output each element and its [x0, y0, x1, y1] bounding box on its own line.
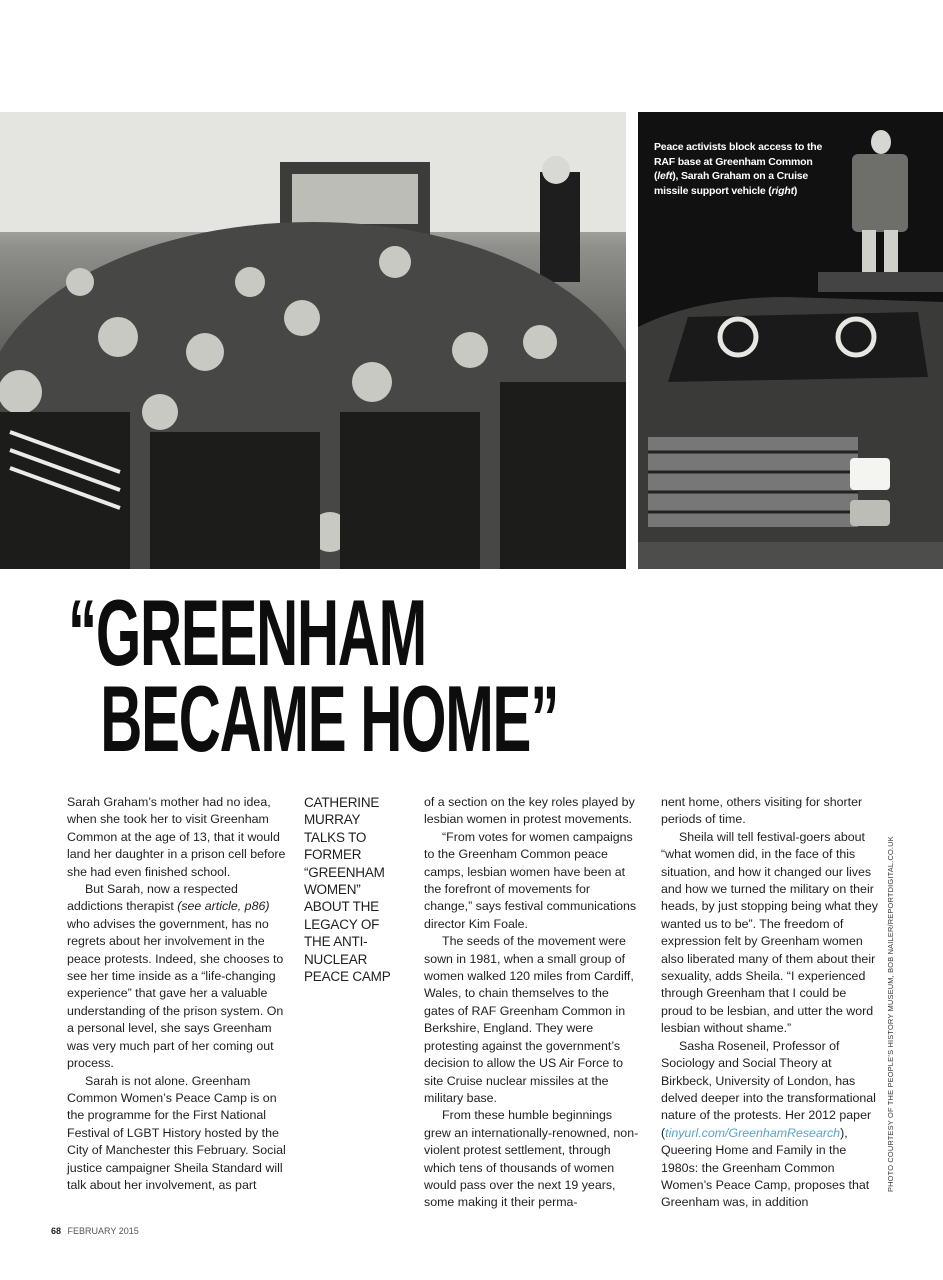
text-run: Sarah Graham’s mother had no idea, when she took her to visit Greenham Common at the age of 13, that it would land her daughter in a prison cell before she had even finished school. — [67, 795, 286, 879]
text-run: Peace activists block access to the RAF base at Greenham Common ( — [654, 141, 823, 182]
missile-vehicle-photo — [638, 112, 943, 569]
text-run: ) — [793, 184, 798, 197]
headline-line-1: “GREENHAM — [68, 580, 426, 685]
italic-text: (see article, p86) — [177, 899, 270, 914]
text-run: who advises the government, has no regrets about her involvement in the peace protests. Indeed, she chooses to see her time inside as a “life-changing experience” that gave her a valuable understanding of the prison system. On a personal level, she says Greenham was very much part of her coming out process. — [67, 916, 284, 1071]
text-run: From these humble beginnings grew an internationally-renowned, non-violent protest settlement, through which tens of thousands of women would pass over the next 19 years, some making it their perma- — [424, 1108, 639, 1210]
headline — [68, 580, 559, 771]
body-paragraph — [424, 794, 640, 829]
body-paragraph — [661, 829, 879, 1038]
text-run: Sarah is not alone. Greenham Common Women’s Peace Camp is on the programme for the First National Festival of LGBT History hosted by the City of Manchester this February. Social justice campaigner Sheila Standard will talk about her involvement, as part — [67, 1073, 286, 1192]
protest-crowd-photo — [0, 112, 626, 569]
page-number: 68 — [51, 1226, 62, 1236]
body-paragraph — [424, 829, 640, 933]
photo-credit: PHOTO COURTESY OF THE PEOPLE’S HISTORY MUSEUM, BOB NAILER/REPORTDIGITAL.CO.UK — [886, 836, 895, 1192]
text-run: ), Sarah Graham on a Cruise missile support vehicle ( — [654, 170, 809, 197]
text-run: of a section on the key roles played by lesbian women in protest movements. — [424, 795, 635, 827]
body-column-3 — [424, 794, 640, 1212]
italic-text: left — [657, 170, 673, 182]
research-link[interactable]: tinyurl.com/GreenhamResearch — [665, 1125, 841, 1140]
body-paragraph — [661, 794, 879, 829]
page-footer — [51, 1226, 139, 1236]
body-paragraph — [661, 1038, 879, 1212]
text-run: Sasha Roseneil, Professor of Sociology and Social Theory at Birkbeck, University of London, has delved deeper into the transformational nature of the protests. Her 2012 paper ( — [661, 1038, 876, 1140]
text-run: The seeds of the movement were sown in 1981, when a small group of women walked 120 miles from Cardiff, Wales, to chain themselves to the gates of RAF Greenham Common in Berkshire, England. They were protesting against the government’s decision to allow the US Air Force to site Cruise nuclear missiles at the military base. — [424, 934, 634, 1105]
body-paragraph — [424, 933, 640, 1107]
headline-line-2: BECAME HOME” — [100, 666, 559, 771]
issue-date: FEBRUARY 2015 — [67, 1226, 139, 1236]
standfirst: CATHERINE MURRAY TALKS TO FORMER “GREENHAM WOMEN” ABOUT THE LEGACY OF THE ANTI-NUCLEAR PEACE CAMP — [304, 795, 391, 985]
photo-caption — [654, 140, 829, 198]
body-paragraph — [67, 794, 289, 881]
body-paragraph — [67, 881, 289, 1072]
text-run: Sheila will tell festival-goers about “what women did, in the face of this situation, and how it changed our lives and how we turned the military on their heads, by just stopping being what they wanted us to be”. The freedom of expression felt by Greenham women also liberated many of them about their sexuality, adds Sheila. “I experienced through Greenham that I could be proud to be lesbian, and utter the word lesbian without shame.” — [661, 829, 878, 1036]
body-paragraph — [424, 1107, 640, 1211]
body-column-4 — [661, 794, 879, 1212]
text-run: But Sarah, now a respected addictions therapist — [67, 882, 238, 914]
body-paragraph — [67, 1073, 289, 1195]
italic-text: right — [771, 184, 794, 197]
protest-crowd-illustration — [0, 112, 626, 569]
text-run: nent home, others visiting for shorter periods of time. — [661, 795, 863, 827]
text-run: ), Queering Home and Family in the 1980s: the Greenham Common Women’s Peace Camp, proposes that Greenham was, in addition — [661, 1125, 870, 1210]
text-run: “From votes for women campaigns to the Greenham Common peace camps, lesbian women have been at the forefront of movements for change,” says festival communications director Kim Foale. — [424, 829, 637, 931]
body-column-1 — [67, 794, 289, 1194]
